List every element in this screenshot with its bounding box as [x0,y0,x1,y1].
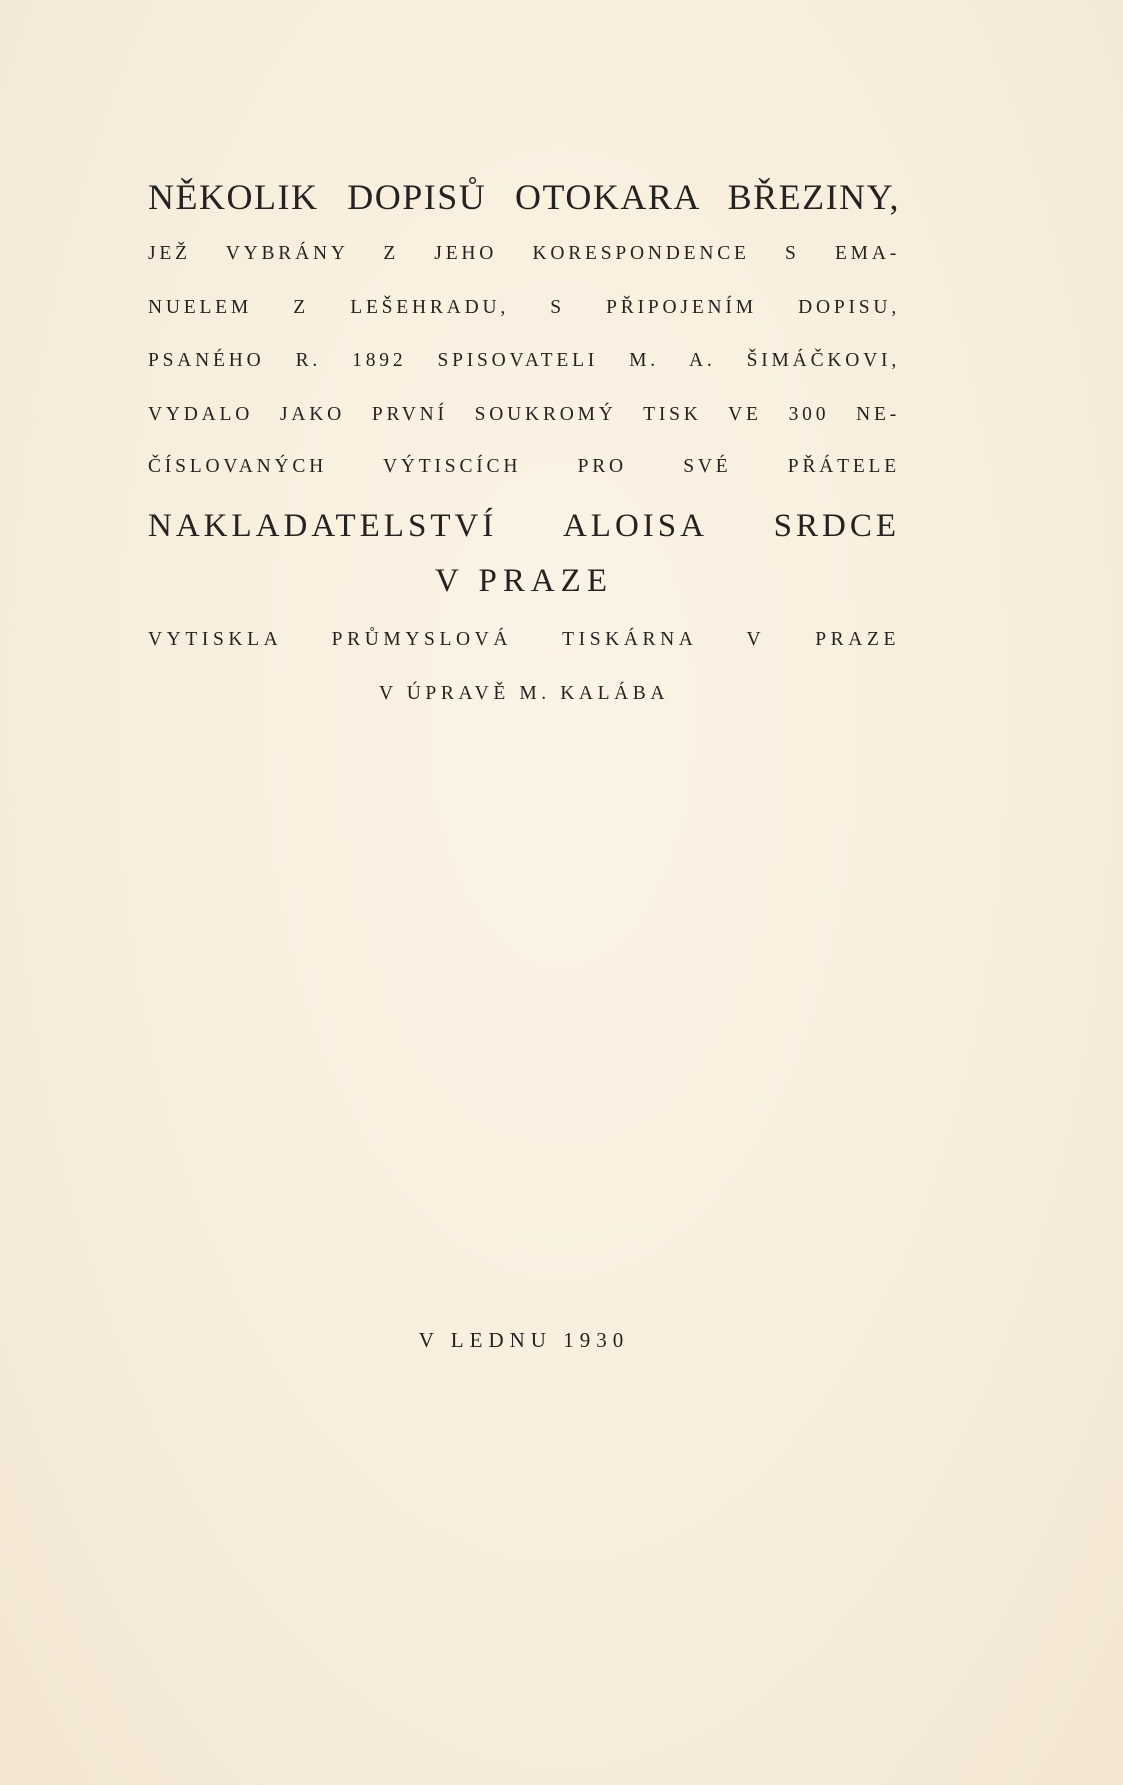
colophon-title: NĚKOLIK DOPISŮ OTOKARA BŘEZINY, [148,177,900,217]
design-credit: V ÚPRAVĚ M. KALÁBA [378,683,670,704]
colophon-line: JEŽ VYBRÁNY Z JEHO KORESPONDENCE S EMA- [148,243,900,264]
colophon-line: VYDALO JAKO PRVNÍ SOUKROMÝ TISK VE 300 NE- [148,404,900,425]
publication-date: V LEDNU 1930 [418,1328,630,1352]
colophon-line: PSANÉHO R. 1892 SPISOVATELI M. A. ŠIMÁČKOVI, [148,350,900,371]
printer-credit: VYTISKLA PRŮMYSLOVÁ TISKÁRNA V PRAZE [148,629,900,650]
colophon-line: ČÍSLOVANÝCH VÝTISCÍCH PRO SVÉ PŘÁTELE [148,456,900,477]
publisher-city: V PRAZE [435,563,613,599]
publisher-name: NAKLADATELSTVÍ ALOISA SRDCE [148,508,900,544]
colophon-line: NUELEM Z LEŠEHRADU, S PŘIPOJENÍM DOPISU, [148,297,900,318]
